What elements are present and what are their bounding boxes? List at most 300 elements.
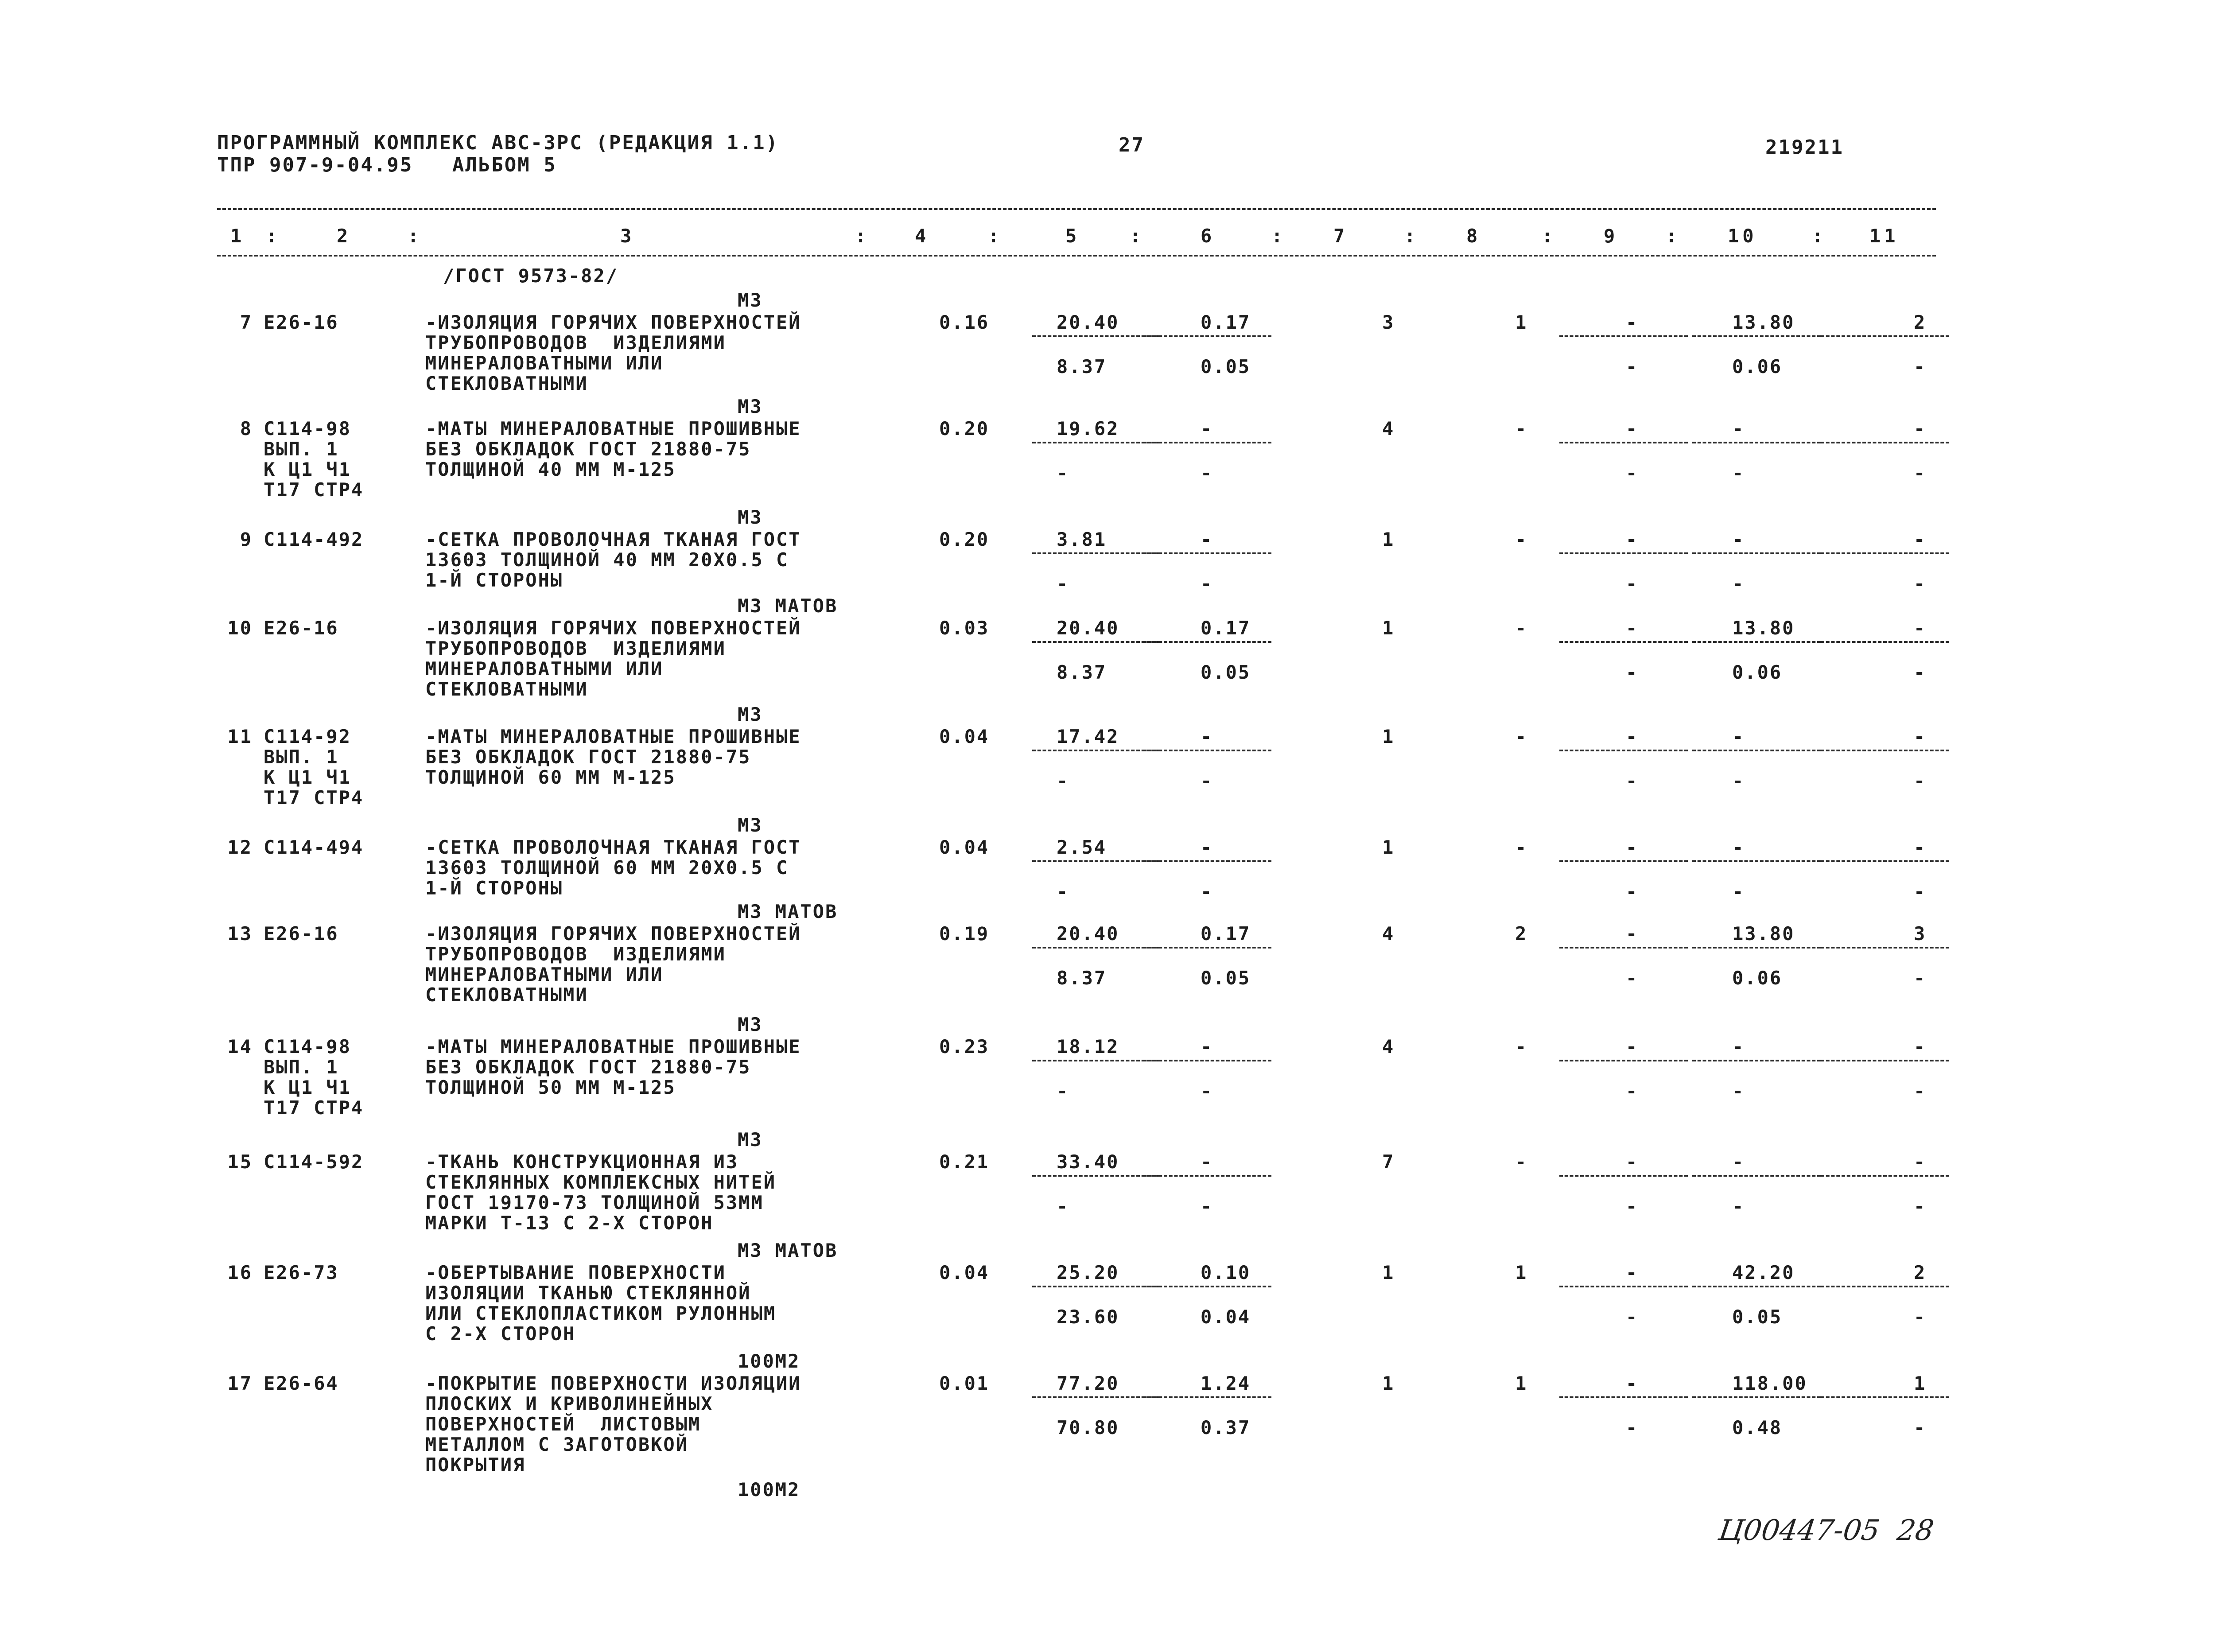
machine-wage: - <box>1201 1080 1213 1102</box>
item-description: -ИЗОЛЯЦИЯ ГОРЯЧИХ ПОВЕРХНОСТЕЙ <box>425 311 801 333</box>
labor-cost: - <box>1732 836 1745 858</box>
column-separator: : <box>1404 225 1417 247</box>
value-divider <box>1692 750 1821 751</box>
item-description: ТОЛЩИНОЙ 50 ММ М-125 <box>425 1077 676 1098</box>
column-11-sub-value: - <box>1914 1417 1927 1438</box>
norm-code: С114-492 <box>264 529 364 550</box>
column-separator: : <box>1271 225 1284 247</box>
norm-code: Т17 СТР4 <box>264 787 364 809</box>
column-9-value: - <box>1626 836 1639 858</box>
column-7-value: 1 <box>1382 726 1395 747</box>
machine-cost: 1.24 <box>1201 1372 1251 1394</box>
item-description: ГОСТ 19170-73 ТОЛЩИНОЙ 53ММ <box>425 1192 764 1213</box>
item-description: -ОБЕРТЫВАНИЕ ПОВЕРХНОСТИ <box>425 1262 726 1283</box>
cost-total: 77.20 <box>1057 1372 1119 1394</box>
machine-wage: - <box>1201 462 1213 484</box>
column-9-sub-value: - <box>1626 661 1639 683</box>
column-9-sub-value: - <box>1626 462 1639 484</box>
column-separator: : <box>266 225 279 247</box>
value-divider <box>1692 552 1821 554</box>
item-description: 13603 ТОЛЩИНОЙ 40 ММ 20Х0.5 С <box>425 549 789 571</box>
value-divider <box>1032 1060 1161 1061</box>
cost-total: 20.40 <box>1057 311 1119 333</box>
column-9-sub-value: - <box>1626 573 1639 595</box>
column-11-sub-value: - <box>1914 573 1927 595</box>
column-9-value: - <box>1626 1036 1639 1057</box>
cost-total: 2.54 <box>1057 836 1107 858</box>
quantity-value: 0.16 <box>939 311 990 333</box>
norm-code: С114-98 <box>264 1036 352 1057</box>
machine-cost: - <box>1201 529 1213 550</box>
value-divider <box>1559 442 1688 443</box>
item-description: -МАТЫ МИНЕРАЛОВАТНЫЕ ПРОШИВНЫЕ <box>425 1036 801 1057</box>
column-8-value: 1 <box>1515 1262 1528 1283</box>
unit-label: М3 МАТОВ <box>738 1240 838 1261</box>
labor-sub-value: 0.06 <box>1732 661 1783 683</box>
column-9-value: - <box>1626 923 1639 945</box>
column-8-value: - <box>1515 418 1528 439</box>
column-header-3: 3 <box>620 225 635 247</box>
column-7-value: 1 <box>1382 836 1395 858</box>
machine-wage: 0.05 <box>1201 356 1251 377</box>
unit-label: М3 <box>738 1129 763 1151</box>
column-7-value: 1 <box>1382 529 1395 550</box>
column-8-value: 1 <box>1515 311 1528 333</box>
column-7-value: 4 <box>1382 418 1395 439</box>
cost-total: 20.40 <box>1057 923 1119 945</box>
cost-wage: 70.80 <box>1057 1417 1119 1438</box>
item-description: -ИЗОЛЯЦИЯ ГОРЯЧИХ ПОВЕРХНОСТЕЙ <box>425 617 801 639</box>
column-9-value: - <box>1626 1151 1639 1173</box>
item-description: БЕЗ ОБКЛАДОК ГОСТ 21880-75 <box>425 746 751 768</box>
row-number: 7 <box>240 311 253 333</box>
value-divider <box>1821 1396 1949 1398</box>
column-separator: : <box>408 225 420 247</box>
row-number: 12 <box>227 836 253 858</box>
column-header-4: 4 <box>915 225 930 247</box>
machine-wage: 0.05 <box>1201 967 1251 989</box>
cost-wage: - <box>1057 881 1069 902</box>
cost-total: 3.81 <box>1057 529 1107 550</box>
labor-cost: - <box>1732 726 1745 747</box>
value-divider <box>1032 1286 1161 1287</box>
column-9-value: - <box>1626 529 1639 550</box>
column-11-value: - <box>1914 1151 1927 1173</box>
column-11-value: - <box>1914 418 1927 439</box>
norm-code: Т17 СТР4 <box>264 1097 364 1119</box>
column-8-value: - <box>1515 529 1528 550</box>
norm-code: К Ц1 Ч1 <box>264 766 352 788</box>
column-11-sub-value: - <box>1914 1306 1927 1328</box>
item-description: СТЕКЛОВАТНЫМИ <box>425 984 588 1006</box>
value-divider <box>1692 1396 1821 1398</box>
page-number: 27 <box>1119 134 1145 156</box>
labor-sub-value: - <box>1732 573 1745 595</box>
machine-cost: - <box>1201 726 1213 747</box>
item-description: ПОКРЫТИЯ <box>425 1454 526 1476</box>
norm-code: С114-494 <box>264 836 364 858</box>
unit-label: М3 <box>738 289 763 311</box>
column-header-10: 10 <box>1728 225 1757 247</box>
value-divider <box>1821 1286 1949 1287</box>
column-header-5: 5 <box>1065 225 1080 247</box>
row-number: 17 <box>227 1372 253 1394</box>
item-description: ТРУБОПРОВОДОВ ИЗДЕЛИЯМИ <box>425 332 726 354</box>
column-11-sub-value: - <box>1914 770 1927 792</box>
header-album: ТПР 907-9-04.95 АЛЬБОМ 5 <box>217 154 557 176</box>
machine-cost: 0.17 <box>1201 923 1251 945</box>
machine-cost: - <box>1201 1036 1213 1057</box>
value-divider <box>1032 335 1161 337</box>
column-9-value: - <box>1626 418 1639 439</box>
column-11-sub-value: - <box>1914 356 1927 377</box>
value-divider <box>1559 1060 1688 1061</box>
norm-code: ВЫП. 1 <box>264 746 339 768</box>
column-separator: : <box>1666 225 1679 247</box>
value-divider <box>1143 552 1271 554</box>
item-description: ИЛИ СТЕКЛОПЛАСТИКОМ РУЛОННЫМ <box>425 1302 777 1324</box>
norm-code: К Ц1 Ч1 <box>264 1077 352 1098</box>
column-9-value: - <box>1626 726 1639 747</box>
column-7-value: 4 <box>1382 923 1395 945</box>
machine-wage: - <box>1201 881 1213 902</box>
value-divider <box>1559 641 1688 643</box>
item-description: ПОВЕРХНОСТЕЙ ЛИСТОВЫМ <box>425 1413 701 1435</box>
item-description: СТЕКЛОВАТНЫМИ <box>425 373 588 394</box>
cost-wage: - <box>1057 1195 1069 1217</box>
labor-sub-value: - <box>1732 462 1745 484</box>
item-description: 1-Й СТОРОНЫ <box>425 569 563 591</box>
labor-sub-value: 0.06 <box>1732 967 1783 989</box>
column-11-value: - <box>1914 836 1927 858</box>
value-divider <box>1821 750 1949 751</box>
labor-sub-value: 0.06 <box>1732 356 1783 377</box>
item-description: МИНЕРАЛОВАТНЫМИ ИЛИ <box>425 658 664 680</box>
cost-total: 25.20 <box>1057 1262 1119 1283</box>
value-divider <box>1143 750 1271 751</box>
column-header-2: 2 <box>337 225 352 247</box>
value-divider <box>1143 1175 1271 1177</box>
labor-cost: - <box>1732 1036 1745 1057</box>
norm-code: С114-592 <box>264 1151 364 1173</box>
column-9-value: - <box>1626 1262 1639 1283</box>
column-11-value: - <box>1914 617 1927 639</box>
row-number: 13 <box>227 923 253 945</box>
column-9-value: - <box>1626 311 1639 333</box>
column-9-sub-value: - <box>1626 1080 1639 1102</box>
column-9-sub-value: - <box>1626 967 1639 989</box>
quantity-value: 0.21 <box>939 1151 990 1173</box>
column-7-value: 1 <box>1382 1262 1395 1283</box>
row-number: 11 <box>227 726 253 747</box>
handwritten-annotation: Ц00447-05 28 <box>1716 1514 1936 1547</box>
labor-sub-value: - <box>1732 1080 1745 1102</box>
row-number: 16 <box>227 1262 253 1283</box>
value-divider <box>1143 1060 1271 1061</box>
column-separator: : <box>1812 225 1825 247</box>
value-divider <box>1692 947 1821 948</box>
row-number: 9 <box>240 529 253 550</box>
labor-sub-value: - <box>1732 881 1745 902</box>
cost-total: 20.40 <box>1057 617 1119 639</box>
cost-wage: 8.37 <box>1057 356 1107 377</box>
item-description: -МАТЫ МИНЕРАЛОВАТНЫЕ ПРОШИВНЫЕ <box>425 726 801 747</box>
row-number: 14 <box>227 1036 253 1057</box>
value-divider <box>1559 335 1688 337</box>
column-11-sub-value: - <box>1914 462 1927 484</box>
item-description: МЕТАЛЛОМ С ЗАГОТОВКОЙ <box>425 1434 689 1455</box>
item-description: -ТКАНЬ КОНСТРУКЦИОННАЯ ИЗ <box>425 1151 739 1173</box>
value-divider <box>1821 552 1949 554</box>
value-divider <box>1821 1060 1949 1061</box>
item-description: МИНЕРАЛОВАТНЫМИ ИЛИ <box>425 352 664 374</box>
top-note: /ГОСТ 9573-82/ <box>443 265 619 287</box>
machine-wage: - <box>1201 770 1213 792</box>
value-divider <box>1692 1060 1821 1061</box>
item-description: БЕЗ ОБКЛАДОК ГОСТ 21880-75 <box>425 1056 751 1078</box>
column-7-value: 4 <box>1382 1036 1395 1057</box>
column-9-value: - <box>1626 617 1639 639</box>
column-9-sub-value: - <box>1626 770 1639 792</box>
labor-cost: - <box>1732 1151 1745 1173</box>
norm-code: С114-98 <box>264 418 352 439</box>
value-divider <box>1032 552 1161 554</box>
cost-wage: 8.37 <box>1057 967 1107 989</box>
column-8-value: - <box>1515 1036 1528 1057</box>
machine-cost: 0.10 <box>1201 1262 1251 1283</box>
value-divider <box>1032 750 1161 751</box>
item-description: ПЛОСКИХ И КРИВОЛИНЕЙНЫХ <box>425 1393 714 1415</box>
value-divider <box>1032 947 1161 948</box>
unit-label: М3 МАТОВ <box>738 901 838 922</box>
item-description: СТЕКЛОВАТНЫМИ <box>425 678 588 700</box>
column-separator: : <box>1542 225 1554 247</box>
value-divider <box>1032 641 1161 643</box>
column-8-value: - <box>1515 726 1528 747</box>
labor-cost: 13.80 <box>1732 617 1795 639</box>
column-9-value: - <box>1626 1372 1639 1394</box>
machine-cost: - <box>1201 1151 1213 1173</box>
cost-wage: - <box>1057 462 1069 484</box>
item-description: МИНЕРАЛОВАТНЫМИ ИЛИ <box>425 964 664 985</box>
column-header-7: 7 <box>1333 225 1348 247</box>
norm-code: С114-92 <box>264 726 352 747</box>
column-7-value: 3 <box>1382 311 1395 333</box>
column-separator: : <box>855 225 868 247</box>
value-divider <box>1821 947 1949 948</box>
value-divider <box>1143 1396 1271 1398</box>
column-11-sub-value: - <box>1914 967 1927 989</box>
value-divider <box>1821 1175 1949 1177</box>
column-9-sub-value: - <box>1626 1195 1639 1217</box>
norm-code: Е26-64 <box>264 1372 339 1394</box>
column-7-value: 1 <box>1382 617 1395 639</box>
machine-cost: 0.17 <box>1201 617 1251 639</box>
column-separator: : <box>988 225 1001 247</box>
value-divider <box>1692 641 1821 643</box>
item-description: -ИЗОЛЯЦИЯ ГОРЯЧИХ ПОВЕРХНОСТЕЙ <box>425 923 801 945</box>
value-divider <box>1821 335 1949 337</box>
column-11-value: - <box>1914 726 1927 747</box>
norm-code: К Ц1 Ч1 <box>264 459 352 480</box>
column-7-value: 7 <box>1382 1151 1395 1173</box>
labor-cost: 42.20 <box>1732 1262 1795 1283</box>
column-8-value: 1 <box>1515 1372 1528 1394</box>
machine-wage: 0.05 <box>1201 661 1251 683</box>
value-divider <box>1559 552 1688 554</box>
value-divider <box>1692 860 1821 862</box>
cost-wage: 23.60 <box>1057 1306 1119 1328</box>
value-divider <box>1559 1286 1688 1287</box>
table-top-rule <box>217 208 1936 210</box>
value-divider <box>1559 860 1688 862</box>
labor-cost: 13.80 <box>1732 923 1795 945</box>
item-description: ИЗОЛЯЦИИ ТКАНЬЮ СТЕКЛЯННОЙ <box>425 1282 751 1304</box>
unit-label: М3 <box>738 814 763 836</box>
table-header-bottom-rule <box>217 255 1936 257</box>
value-divider <box>1821 641 1949 643</box>
column-9-sub-value: - <box>1626 1417 1639 1438</box>
item-description: -СЕТКА ПРОВОЛОЧНАЯ ТКАНАЯ ГОСТ <box>425 836 801 858</box>
column-11-value: 1 <box>1914 1372 1927 1394</box>
value-divider <box>1032 1396 1161 1398</box>
column-9-sub-value: - <box>1626 356 1639 377</box>
unit-label: 100М2 <box>738 1350 801 1372</box>
column-9-sub-value: - <box>1626 881 1639 902</box>
cost-total: 17.42 <box>1057 726 1119 747</box>
column-8-value: - <box>1515 617 1528 639</box>
norm-code: Е26-16 <box>264 617 339 639</box>
quantity-value: 0.19 <box>939 923 990 945</box>
bottom-unit-label: 100М2 <box>738 1479 801 1500</box>
cost-total: 33.40 <box>1057 1151 1119 1173</box>
machine-wage: 0.37 <box>1201 1417 1251 1438</box>
column-7-value: 1 <box>1382 1372 1395 1394</box>
norm-code: ВЫП. 1 <box>264 1056 339 1078</box>
norm-code: Е26-16 <box>264 311 339 333</box>
column-8-value: - <box>1515 1151 1528 1173</box>
norm-code: Т17 СТР4 <box>264 479 364 501</box>
column-header-9: 9 <box>1604 225 1619 247</box>
value-divider <box>1559 947 1688 948</box>
column-8-value: - <box>1515 836 1528 858</box>
cost-total: 18.12 <box>1057 1036 1119 1057</box>
value-divider <box>1143 641 1271 643</box>
labor-cost: - <box>1732 529 1745 550</box>
value-divider <box>1692 442 1821 443</box>
column-11-sub-value: - <box>1914 1195 1927 1217</box>
value-divider <box>1143 860 1271 862</box>
norm-code: Е26-16 <box>264 923 339 945</box>
unit-label: М3 МАТОВ <box>738 595 838 617</box>
norm-code: ВЫП. 1 <box>264 438 339 460</box>
labor-sub-value: 0.48 <box>1732 1417 1783 1438</box>
item-description: ТРУБОПРОВОДОВ ИЗДЕЛИЯМИ <box>425 943 726 965</box>
value-divider <box>1692 1286 1821 1287</box>
column-8-value: 2 <box>1515 923 1528 945</box>
value-divider <box>1032 442 1161 443</box>
item-description: СТЕКЛЯННЫХ КОМПЛЕКСНЫХ НИТЕЙ <box>425 1171 777 1193</box>
machine-wage: 0.04 <box>1201 1306 1251 1328</box>
item-description: ТОЛЩИНОЙ 60 ММ М-125 <box>425 766 676 788</box>
column-9-sub-value: - <box>1626 1306 1639 1328</box>
cost-wage: - <box>1057 770 1069 792</box>
column-header-1: 1 <box>230 225 245 247</box>
item-description: 1-Й СТОРОНЫ <box>425 877 563 899</box>
labor-sub-value: - <box>1732 770 1745 792</box>
cost-wage: - <box>1057 573 1069 595</box>
machine-wage: - <box>1201 1195 1213 1217</box>
unit-label: М3 <box>738 1014 763 1035</box>
column-11-value: 3 <box>1914 923 1927 945</box>
value-divider <box>1692 335 1821 337</box>
cost-wage: 8.37 <box>1057 661 1107 683</box>
value-divider <box>1143 947 1271 948</box>
machine-cost: 0.17 <box>1201 311 1251 333</box>
value-divider <box>1143 335 1271 337</box>
norm-code: Е26-73 <box>264 1262 339 1283</box>
row-number: 15 <box>227 1151 253 1173</box>
quantity-value: 0.03 <box>939 617 990 639</box>
quantity-value: 0.04 <box>939 726 990 747</box>
labor-cost: - <box>1732 418 1745 439</box>
quantity-value: 0.04 <box>939 1262 990 1283</box>
item-description: ТРУБОПРОВОДОВ ИЗДЕЛИЯМИ <box>425 637 726 659</box>
unit-label: М3 <box>738 506 763 528</box>
cost-total: 19.62 <box>1057 418 1119 439</box>
cost-wage: - <box>1057 1080 1069 1102</box>
quantity-value: 0.01 <box>939 1372 990 1394</box>
header-title: ПРОГРАММНЫЙ КОМПЛЕКС АВС-3РС (РЕДАКЦИЯ 1.1) <box>217 132 779 154</box>
value-divider <box>1032 860 1161 862</box>
column-11-value: 2 <box>1914 311 1927 333</box>
item-description: 13603 ТОЛЩИНОЙ 60 ММ 20Х0.5 С <box>425 857 789 878</box>
unit-label: М3 <box>738 396 763 417</box>
value-divider <box>1821 860 1949 862</box>
value-divider <box>1143 1286 1271 1287</box>
column-11-sub-value: - <box>1914 881 1927 902</box>
row-number: 8 <box>240 418 253 439</box>
value-divider <box>1821 442 1949 443</box>
item-description: -ПОКРЫТИЕ ПОВЕРХНОСТИ ИЗОЛЯЦИИ <box>425 1372 801 1394</box>
column-header-6: 6 <box>1201 225 1216 247</box>
item-description: МАРКИ Т-13 С 2-Х СТОРОН <box>425 1212 714 1234</box>
value-divider <box>1143 442 1271 443</box>
item-description: БЕЗ ОБКЛАДОК ГОСТ 21880-75 <box>425 438 751 460</box>
column-11-sub-value: - <box>1914 661 1927 683</box>
quantity-value: 0.04 <box>939 836 990 858</box>
item-description: -МАТЫ МИНЕРАЛОВАТНЫЕ ПРОШИВНЫЕ <box>425 418 801 439</box>
labor-cost: 13.80 <box>1732 311 1795 333</box>
machine-cost: - <box>1201 836 1213 858</box>
quantity-value: 0.20 <box>939 529 990 550</box>
item-description: ТОЛЩИНОЙ 40 ММ М-125 <box>425 459 676 480</box>
value-divider <box>1559 1175 1688 1177</box>
unit-label: М3 <box>738 704 763 725</box>
quantity-value: 0.23 <box>939 1036 990 1057</box>
column-header-11: 11 <box>1869 225 1899 247</box>
column-header-8: 8 <box>1466 225 1481 247</box>
column-11-value: - <box>1914 529 1927 550</box>
value-divider <box>1559 750 1688 751</box>
document-code: 219211 <box>1765 136 1844 159</box>
column-11-sub-value: - <box>1914 1080 1927 1102</box>
machine-cost: - <box>1201 418 1213 439</box>
column-11-value: 2 <box>1914 1262 1927 1283</box>
value-divider <box>1032 1175 1161 1177</box>
quantity-value: 0.20 <box>939 418 990 439</box>
item-description: С 2-Х СТОРОН <box>425 1323 576 1345</box>
